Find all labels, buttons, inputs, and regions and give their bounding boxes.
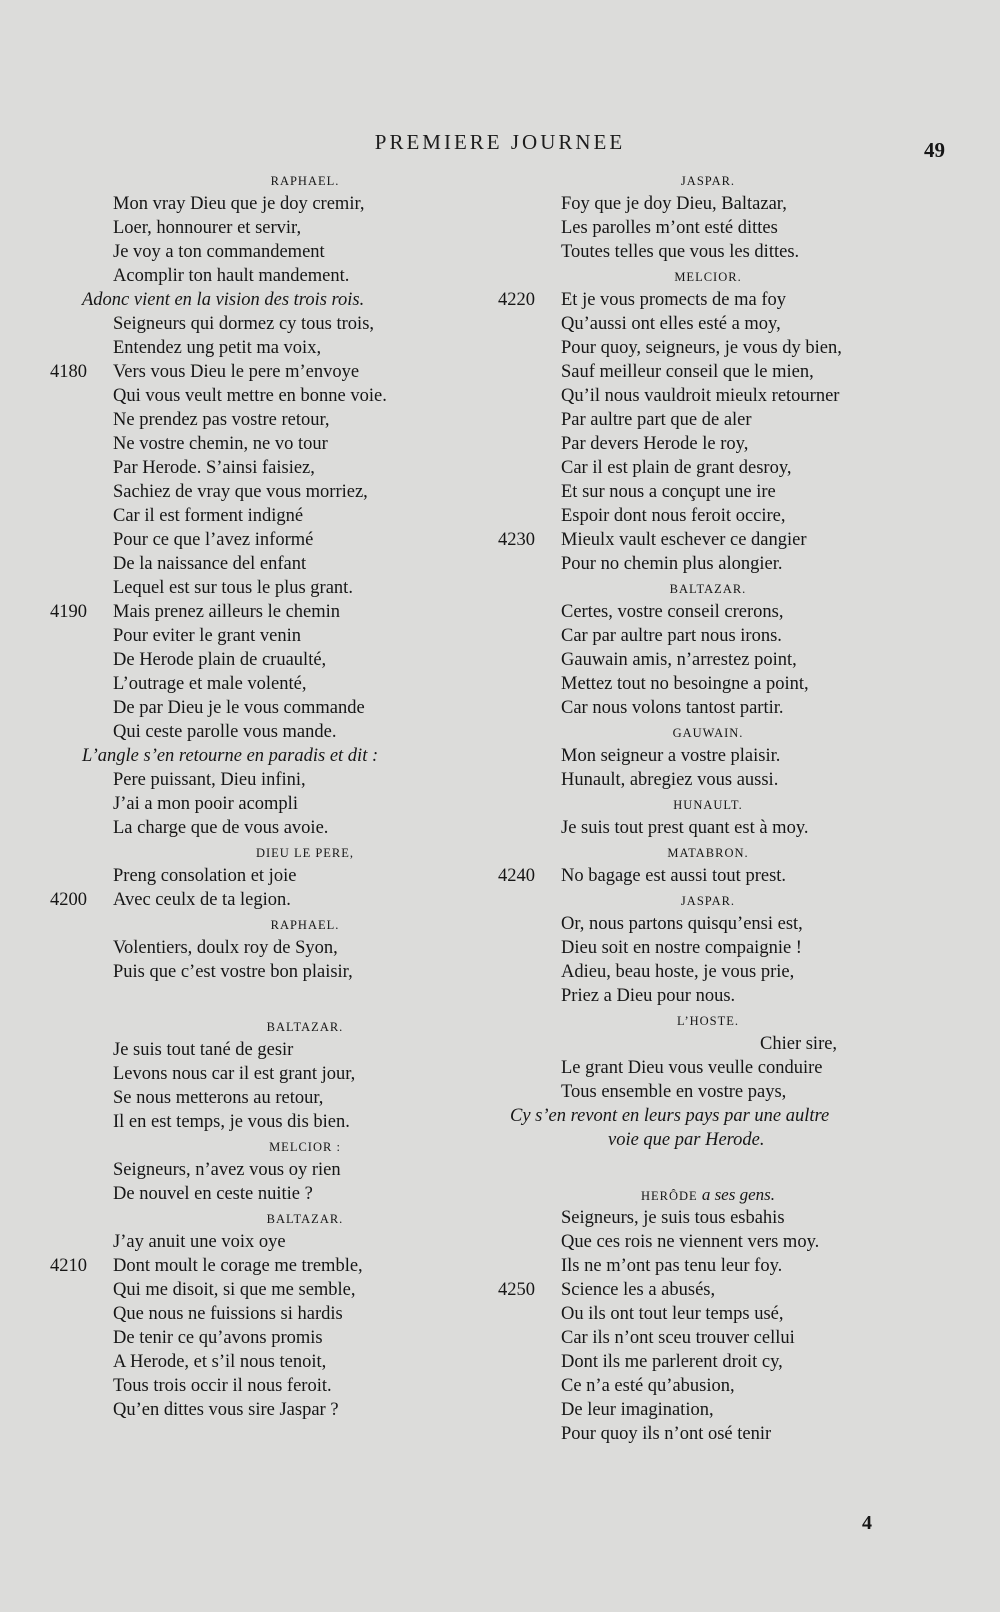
verse-line bbox=[50, 792, 520, 816]
verse-text: Ne prendez pas vostre retour, bbox=[113, 410, 330, 430]
verse-text: Qui me disoit, si que me semble, bbox=[113, 1280, 356, 1300]
verse-line bbox=[50, 936, 520, 960]
page-number: 49 bbox=[924, 138, 945, 162]
verse-line bbox=[498, 1326, 918, 1350]
verse-text: Certes, vostre conseil crerons, bbox=[561, 602, 784, 622]
verse-text: Qu’en dittes vous sire Jaspar ? bbox=[113, 1400, 339, 1420]
running-title: PREMIERE JOURNEE bbox=[374, 130, 626, 154]
verse-text: Sachiez de vray que vous morriez, bbox=[113, 482, 368, 502]
verse-line bbox=[50, 648, 520, 672]
verse-line bbox=[498, 1422, 918, 1446]
verse-text: Que ces rois ne viennent vers moy. bbox=[561, 1232, 820, 1252]
verse-line bbox=[50, 1374, 520, 1398]
verse-text: Par devers Herode le roy, bbox=[561, 434, 749, 454]
verse-line bbox=[50, 720, 520, 744]
verse-line bbox=[50, 696, 520, 720]
verse-text: Se nous metterons au retour, bbox=[113, 1088, 324, 1108]
speaker-name: JASPAR. bbox=[680, 894, 736, 908]
verse-text: Mon vray Dieu que je doy cremir, bbox=[113, 194, 365, 214]
speaker-name: RAPHAEL. bbox=[270, 918, 340, 932]
verse-text: Mieulx vault eschever ce dangier bbox=[561, 530, 807, 550]
verse-line bbox=[50, 1110, 520, 1134]
stage-direction: Cy s’en revont en leurs pays par une aultre bbox=[510, 1106, 830, 1126]
verse-text: Seigneurs, n’avez vous oy rien bbox=[113, 1160, 341, 1180]
verse-text: Et je vous promects de ma foy bbox=[561, 290, 787, 310]
verse-text: Science les a abusés, bbox=[561, 1280, 716, 1300]
verse-text: L’outrage et male volenté, bbox=[113, 674, 307, 694]
verse-text: J’ai a mon pooir acompli bbox=[113, 794, 298, 814]
verse-line bbox=[498, 480, 918, 504]
verse-line bbox=[498, 744, 918, 768]
verse-text: Seigneurs, je suis tous esbahis bbox=[561, 1208, 785, 1228]
verse-text: Chier sire, bbox=[760, 1034, 838, 1054]
verse-line bbox=[50, 1326, 520, 1350]
verse-text: Sauf meilleur conseil que le mien, bbox=[561, 362, 814, 382]
verse-line bbox=[498, 960, 918, 984]
verse-line bbox=[498, 1080, 918, 1104]
verse-line bbox=[498, 456, 918, 480]
verse-line bbox=[498, 864, 918, 888]
verse-text: Car il est forment indigné bbox=[113, 506, 304, 526]
verse-line bbox=[50, 1158, 520, 1182]
speaker-name: L’HOSTE. bbox=[676, 1014, 740, 1028]
verse-line bbox=[498, 1374, 918, 1398]
verse-line bbox=[50, 1038, 520, 1062]
verse-text: Je voy a ton commandement bbox=[113, 242, 325, 262]
verse-text: Le grant Dieu vous veulle conduire bbox=[561, 1058, 823, 1078]
verse-line bbox=[50, 960, 520, 984]
line-number: 4180 bbox=[50, 362, 87, 382]
verse-text: Ce n’a esté qu’abusion, bbox=[561, 1376, 735, 1396]
verse-line bbox=[50, 432, 520, 456]
verse-text: Que nous ne fuissions si hardis bbox=[113, 1304, 343, 1324]
verse-text: Les parolles m’ont esté dittes bbox=[561, 218, 778, 238]
verse-line bbox=[498, 216, 918, 240]
speaker-name: RAPHAEL. bbox=[270, 174, 340, 188]
speaker-direction: a ses gens. bbox=[701, 1185, 776, 1204]
verse-text: Espoir dont nous feroit occire, bbox=[561, 506, 786, 526]
verse-text: Qu’il nous vauldroit mieulx retourner bbox=[561, 386, 840, 406]
verse-line bbox=[50, 1302, 520, 1326]
verse-text: Ou ils ont tout leur temps usé, bbox=[561, 1304, 784, 1324]
verse-line bbox=[498, 432, 918, 456]
verse-line bbox=[50, 816, 520, 840]
verse-text: Pour quoy ils n’ont osé tenir bbox=[561, 1424, 772, 1444]
verse-text: Car nous volons tantost partir. bbox=[561, 698, 784, 718]
verse-text: J’ay anuit une voix oye bbox=[113, 1232, 286, 1252]
verse-text: Car par aultre part nous irons. bbox=[561, 626, 782, 646]
verse-text: Dieu soit en nostre compaignie ! bbox=[561, 938, 802, 958]
blank-line bbox=[50, 984, 520, 1014]
verse-line bbox=[498, 1254, 918, 1278]
verse-text: Qui vous veult mettre en bonne voie. bbox=[113, 386, 387, 406]
verse-line bbox=[50, 1062, 520, 1086]
verse-text: Avec ceulx de ta legion. bbox=[113, 890, 291, 910]
verse-line bbox=[50, 1350, 520, 1374]
verse-text: De tenir ce qu’avons promis bbox=[113, 1328, 323, 1348]
verse-line bbox=[498, 192, 918, 216]
verse-line bbox=[498, 1032, 918, 1056]
verse-text: Seigneurs qui dormez cy tous trois, bbox=[113, 314, 375, 334]
verse-line bbox=[50, 1230, 520, 1254]
verse-line bbox=[498, 912, 918, 936]
verse-text: Tous ensemble en vostre pays, bbox=[561, 1082, 787, 1102]
verse-text: Par Herode. S’ainsi faisiez, bbox=[113, 458, 315, 478]
verse-text: Il en est temps, je vous dis bien. bbox=[113, 1112, 350, 1132]
verse-text: De leur imagination, bbox=[561, 1400, 714, 1420]
speaker-name: JASPAR. bbox=[680, 174, 736, 188]
verse-line bbox=[50, 240, 520, 264]
verse-line bbox=[498, 288, 918, 312]
verse-text: Mon seigneur a vostre plaisir. bbox=[561, 746, 781, 766]
verse-line bbox=[498, 528, 918, 552]
verse-line bbox=[498, 984, 918, 1008]
line-number: 4230 bbox=[498, 530, 535, 550]
verse-line bbox=[50, 264, 520, 288]
speaker-name: BALTAZAR. bbox=[266, 1212, 344, 1226]
verse-line bbox=[498, 672, 918, 696]
verse-line bbox=[50, 576, 520, 600]
verse-text: Tous trois occir il nous feroit. bbox=[113, 1376, 332, 1396]
verse-text: Toutes telles que vous les dittes. bbox=[561, 242, 800, 262]
verse-line bbox=[50, 216, 520, 240]
verse-line bbox=[50, 504, 520, 528]
verse-text: Car ils n’ont sceu trouver cellui bbox=[561, 1328, 795, 1348]
verse-text: De Herode plain de cruaulté, bbox=[113, 650, 327, 670]
verse-line bbox=[50, 864, 520, 888]
verse-line bbox=[50, 1254, 520, 1278]
verse-text: Par aultre part que de aler bbox=[561, 410, 752, 430]
verse-text: De par Dieu je le vous commande bbox=[113, 698, 365, 718]
right-column bbox=[498, 168, 918, 1446]
verse-line bbox=[498, 768, 918, 792]
verse-line bbox=[498, 240, 918, 264]
verse-text: Priez a Dieu pour nous. bbox=[561, 986, 736, 1006]
speaker-name: HUNAULT. bbox=[673, 798, 743, 812]
stage-direction: L’angle s’en retourne en paradis et dit : bbox=[82, 746, 379, 766]
blank-line bbox=[498, 1152, 918, 1182]
verse-text: Mais prenez ailleurs le chemin bbox=[113, 602, 341, 622]
verse-text: Or, nous partons quisqu’ensi est, bbox=[561, 914, 803, 934]
line-number: 4220 bbox=[498, 290, 535, 310]
verse-line bbox=[498, 384, 918, 408]
stage-direction: Adonc vient en la vision des trois rois. bbox=[82, 290, 365, 310]
verse-text: Ils ne m’ont pas tenu leur foy. bbox=[561, 1256, 783, 1276]
verse-text: Ne vostre chemin, ne vo tour bbox=[113, 434, 328, 454]
verse-line bbox=[498, 1278, 918, 1302]
verse-text: Preng consolation et joie bbox=[113, 866, 297, 886]
verse-line bbox=[50, 480, 520, 504]
speaker-name: BALTAZAR. bbox=[266, 1020, 344, 1034]
verse-text: Dont ils me parlerent droit cy, bbox=[561, 1352, 783, 1372]
verse-text: Qu’aussi ont elles esté a moy, bbox=[561, 314, 781, 334]
verse-text: Hunault, abregiez vous aussi. bbox=[561, 770, 779, 790]
speaker-name: MELCIOR : bbox=[269, 1140, 341, 1154]
verse-line bbox=[498, 1230, 918, 1254]
speaker-label: HERÔDE bbox=[640, 1189, 698, 1203]
speaker-name: MELCIOR. bbox=[674, 270, 742, 284]
verse-text: Et sur nous a conçupt une ire bbox=[561, 482, 776, 502]
verse-line bbox=[50, 1398, 520, 1422]
verse-line bbox=[498, 1206, 918, 1230]
verse-line bbox=[498, 1302, 918, 1326]
verse-line bbox=[50, 600, 520, 624]
verse-text: Pour no chemin plus alongier. bbox=[561, 554, 783, 574]
verse-text: Adieu, beau hoste, je vous prie, bbox=[561, 962, 795, 982]
verse-line bbox=[50, 1278, 520, 1302]
verse-text: Foy que je doy Dieu, Baltazar, bbox=[561, 194, 787, 214]
verse-line bbox=[50, 360, 520, 384]
verse-text: Acomplir ton hault mandement. bbox=[113, 266, 350, 286]
verse-line bbox=[498, 552, 918, 576]
verse-text: Volentiers, doulx roy de Syon, bbox=[113, 938, 338, 958]
left-column bbox=[50, 168, 520, 1422]
verse-line bbox=[498, 600, 918, 624]
verse-text: No bagage est aussi tout prest. bbox=[561, 866, 787, 886]
verse-text: Qui ceste parolle vous mande. bbox=[113, 722, 337, 742]
verse-line bbox=[498, 1350, 918, 1374]
verse-text: Car il est plain de grant desroy, bbox=[561, 458, 792, 478]
verse-line bbox=[498, 336, 918, 360]
verse-text: Lequel est sur tous le plus grant. bbox=[113, 578, 353, 598]
verse-text: Je suis tout prest quant est à moy. bbox=[561, 818, 809, 838]
verse-text: Dont moult le corage me tremble, bbox=[113, 1256, 363, 1276]
verse-line bbox=[498, 1398, 918, 1422]
verse-line bbox=[498, 648, 918, 672]
verse-text: De nouvel en ceste nuitie ? bbox=[113, 1184, 313, 1204]
verse-line bbox=[50, 528, 520, 552]
verse-text: Vers vous Dieu le pere m’envoye bbox=[113, 362, 360, 382]
verse-line bbox=[498, 360, 918, 384]
verse-line bbox=[50, 624, 520, 648]
verse-line bbox=[50, 672, 520, 696]
verse-text: La charge que de vous avoie. bbox=[113, 818, 329, 838]
verse-text: Gauwain amis, n’arrestez point, bbox=[561, 650, 797, 670]
verse-line bbox=[498, 816, 918, 840]
verse-text: Pour eviter le grant venin bbox=[113, 626, 302, 646]
verse-line bbox=[50, 768, 520, 792]
verse-text: Entendez ung petit ma voix, bbox=[113, 338, 322, 358]
verse-line bbox=[50, 456, 520, 480]
stage-direction: voie que par Herode. bbox=[608, 1130, 765, 1150]
verse-line bbox=[50, 888, 520, 912]
verse-line bbox=[50, 1086, 520, 1110]
verse-text: Mettez tout no besoingne a point, bbox=[561, 674, 809, 694]
verse-line bbox=[498, 504, 918, 528]
verse-line bbox=[50, 336, 520, 360]
verse-line bbox=[498, 936, 918, 960]
verse-line bbox=[498, 312, 918, 336]
line-number: 4210 bbox=[50, 1256, 87, 1276]
verse-text: Pour quoy, seigneurs, je vous dy bien, bbox=[561, 338, 842, 358]
verse-line bbox=[498, 696, 918, 720]
verse-text: A Herode, et s’il nous tenoit, bbox=[113, 1352, 327, 1372]
verse-text: De la naissance del enfant bbox=[113, 554, 307, 574]
line-number: 4240 bbox=[498, 866, 535, 886]
verse-line bbox=[50, 384, 520, 408]
verse-text: Levons nous car il est grant jour, bbox=[113, 1064, 356, 1084]
line-number: 4200 bbox=[50, 890, 87, 910]
speaker-name: BALTAZAR. bbox=[669, 582, 747, 596]
verse-line bbox=[50, 192, 520, 216]
verse-line bbox=[498, 408, 918, 432]
speaker-name: DIEU LE PERE, bbox=[255, 846, 355, 860]
verse-text: Pour ce que l’avez informé bbox=[113, 530, 314, 550]
speaker-name: MATABRON. bbox=[667, 846, 749, 860]
verse-text: Je suis tout tané de gesir bbox=[113, 1040, 294, 1060]
verse-text: Puis que c’est vostre bon plaisir, bbox=[113, 962, 353, 982]
verse-text: Pere puissant, Dieu infini, bbox=[113, 770, 306, 790]
verse-line bbox=[498, 624, 918, 648]
line-number: 4250 bbox=[498, 1280, 535, 1300]
verse-line bbox=[498, 1056, 918, 1080]
verse-line bbox=[50, 552, 520, 576]
verse-line bbox=[50, 1182, 520, 1206]
line-number: 4190 bbox=[50, 602, 87, 622]
verse-line bbox=[50, 312, 520, 336]
signature-mark: 4 bbox=[862, 1512, 872, 1534]
speaker-name: GAUWAIN. bbox=[672, 726, 744, 740]
verse-line bbox=[50, 408, 520, 432]
verse-text: Loer, honnourer et servir, bbox=[113, 218, 302, 238]
speaker-name bbox=[498, 1182, 918, 1206]
